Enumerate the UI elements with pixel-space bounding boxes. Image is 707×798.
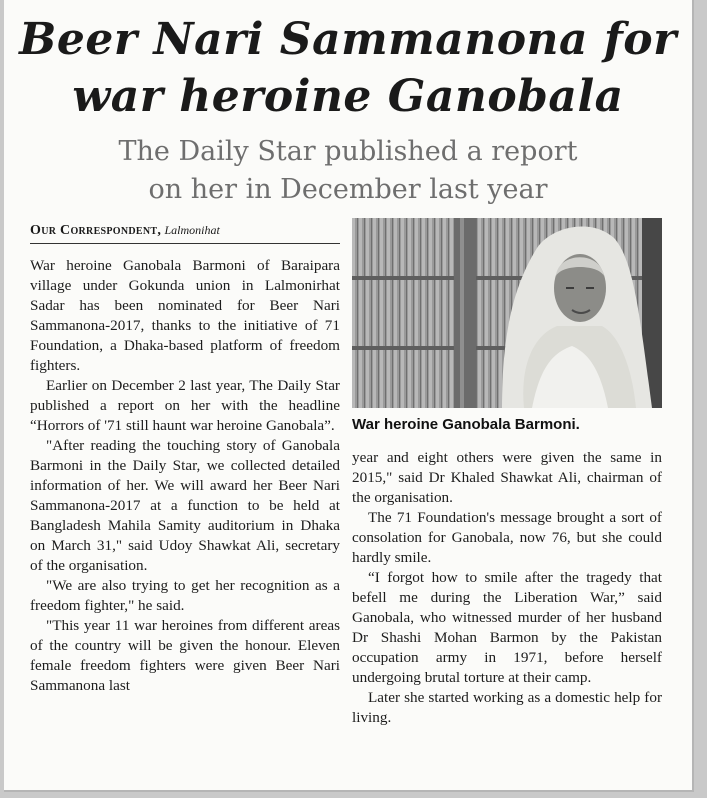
headline-line-1: Beer Nari Sammanona for: [19, 14, 677, 65]
photo-caption: War heroine Ganobala Barmoni.: [352, 416, 580, 433]
byline: [30, 222, 340, 244]
article-paragraph: Earlier on December 2 last year, The Daily Star published a report on her with the headline “Horrors of '71 still haunt war heroine Ganobala”.: [30, 377, 340, 434]
article-paragraph: “I forgot how to smile after the tragedy that befell me during the Liberation War,” said Ganobala, who witnessed murder of her husband Dr Shashi Mohan Barmon by the Pakistan occupation army in 1971, before herself undergoing brutal torture at their camp.: [352, 569, 662, 686]
byline-correspondent: Our Correspondent,: [30, 223, 162, 238]
article-paragraph: "We are also trying to get her recognition as a freedom fighter," he said.: [30, 577, 340, 614]
article-paragraph: "This year 11 war heroines from different areas of the country will be given the honour. Eleven female freedom fighters were given Beer Nari Sammanona last: [30, 617, 340, 694]
subheadline-line-2: on her in December last year: [148, 174, 548, 205]
subheadline-line-1: The Daily Star published a report: [118, 136, 578, 167]
byline-location: Lalmonihat: [164, 223, 220, 237]
newspaper-clipping: [4, 0, 694, 792]
article-paragraph: The 71 Foundation's message brought a sort of consolation for Ganobala, now 76, but she could hardly smile.: [352, 509, 662, 566]
article-paragraph: year and eight others were given the same in 2015," said Dr Khaled Shawkat Ali, chairman of the organisation.: [352, 449, 662, 506]
article-paragraph: "After reading the touching story of Ganobala Barmoni in the Daily Star, we collected detailed information of her. We will award her Beer Nari Sammanona-2017 at a function to be held at Bangladesh Mahila Samity auditorium in Dhaka on March 31," said Udoy Shawkat Ali, secretary of the organisation.: [30, 437, 340, 574]
article-paragraph: Later she started working as a domestic help for living.: [352, 689, 662, 726]
photo-war-heroine: [352, 218, 662, 408]
article-column-2: [352, 448, 662, 728]
photo-image: [352, 218, 662, 408]
article-column-1: [30, 256, 340, 696]
article-paragraph: War heroine Ganobala Barmoni of Baraipara village under Gokunda union in Lalmonirhat Sadar has been nominated for Beer Nari Sammanona-2017, thanks to the initiative of 71 Foundation, a Dhaka-based platform of freedom fighters.: [30, 257, 340, 374]
headline-line-2: war heroine Ganobala: [72, 71, 624, 122]
